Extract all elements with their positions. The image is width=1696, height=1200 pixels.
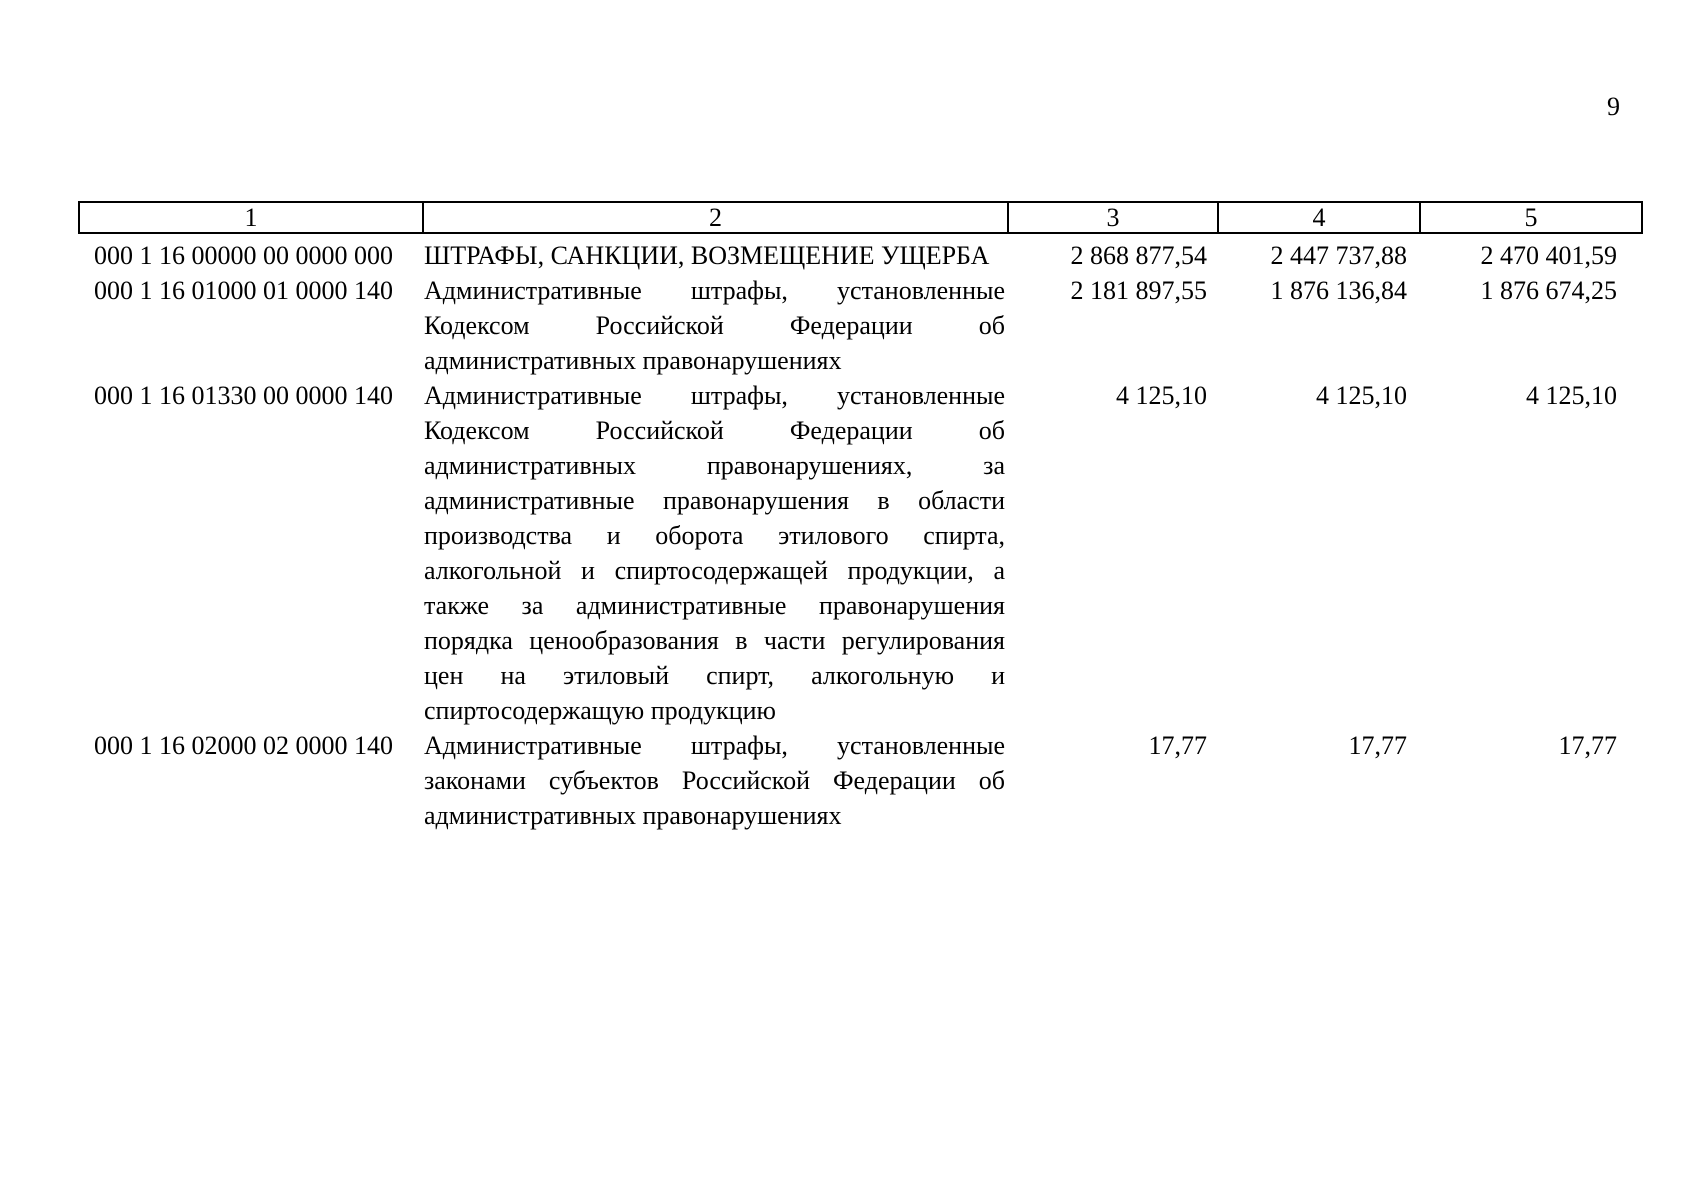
table-row — [78, 273, 1643, 378]
row-code: 000 1 16 01000 01 0000 140 — [94, 276, 393, 305]
row-value-4: 4 125,10 — [1316, 381, 1407, 410]
header-cell-4: 4 — [1217, 201, 1421, 234]
table-row — [78, 378, 1643, 728]
row-name: Административные штрафы, установленные Кодексом Российской Федерации об административных правонарушениях, за административные правонарушения в области производства и оборота этилового спирта, алкогольной и спиртосодержащей продукции, а также за административные правонарушения порядка ценообразования в части регулирования цен на этиловый спирт, алкогольную и спиртосодержащую продукцию — [424, 381, 1005, 725]
row-value-4: 17,77 — [1348, 731, 1407, 760]
table-body — [78, 238, 1643, 833]
row-value-5: 17,77 — [1558, 731, 1617, 760]
table-row — [78, 728, 1643, 833]
header-cell-2: 2 — [422, 201, 1009, 234]
row-value-3: 17,77 — [1148, 731, 1207, 760]
row-code: 000 1 16 00000 00 0000 000 — [94, 241, 393, 270]
row-value-5: 4 125,10 — [1526, 381, 1617, 410]
row-name: Административные штрафы, установленные законами субъектов Российской Федерации об административных правонарушениях — [424, 731, 1005, 830]
row-value-3: 2 181 897,55 — [1070, 276, 1207, 305]
row-code: 000 1 16 01330 00 0000 140 — [94, 381, 393, 410]
row-value-3: 4 125,10 — [1116, 381, 1207, 410]
table-header — [78, 201, 1643, 236]
row-value-5: 2 470 401,59 — [1480, 241, 1617, 270]
header-cell-1: 1 — [78, 201, 424, 234]
row-name: ШТРАФЫ, САНКЦИИ, ВОЗМЕЩЕНИЕ УЩЕРБА — [424, 241, 990, 270]
row-name: Административные штрафы, установленные Кодексом Российской Федерации об административных правонарушениях — [424, 276, 1005, 375]
row-code: 000 1 16 02000 02 0000 140 — [94, 731, 393, 760]
header-cell-5: 5 — [1419, 201, 1643, 234]
row-value-5: 1 876 674,25 — [1480, 276, 1617, 305]
table-row — [78, 238, 1643, 273]
row-value-4: 1 876 136,84 — [1270, 276, 1407, 305]
row-value-3: 2 868 877,54 — [1070, 241, 1207, 270]
page-number: 9 — [1607, 92, 1620, 121]
row-value-4: 2 447 737,88 — [1270, 241, 1407, 270]
header-cell-3: 3 — [1007, 201, 1219, 234]
